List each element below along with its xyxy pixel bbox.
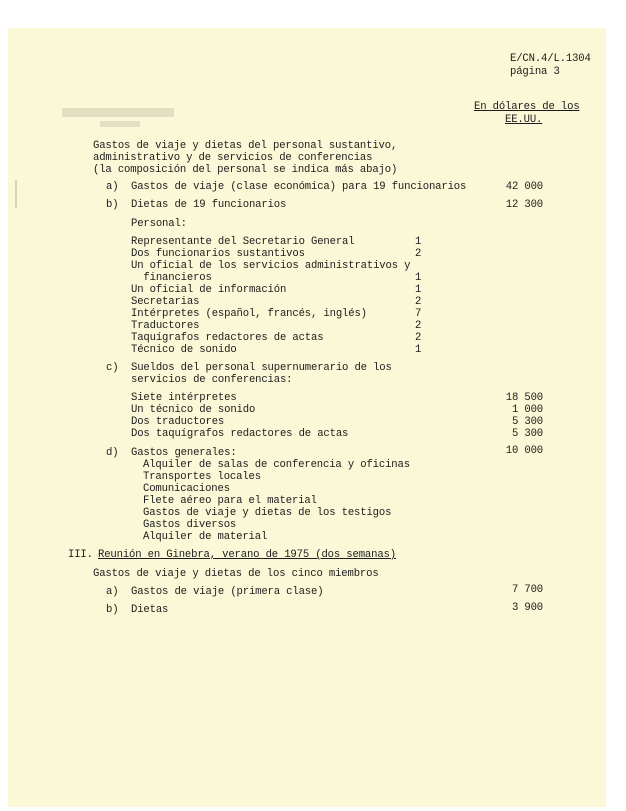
personnel-label: Secretarias — [131, 296, 200, 308]
item-label: Gastos de viaje (clase económica) para 19 funcionarios — [131, 181, 467, 193]
travel-intro-line: Gastos de viaje y dietas del personal sustantivo, — [93, 140, 398, 152]
item-marker: a) — [106, 181, 119, 193]
general-expense-item: Gastos de viaje y dietas de los testigos — [143, 507, 392, 519]
binding-mark — [15, 180, 17, 208]
item-marker: d) — [106, 447, 119, 459]
section-numeral: III. — [68, 549, 93, 561]
personnel-label: Dos funcionarios sustantivos — [131, 248, 305, 260]
faded-stamp — [100, 121, 140, 127]
travel-intro-line: administrativo y de servicios de conferencias — [93, 152, 373, 164]
faded-stamp — [62, 108, 174, 117]
personnel-count: 1 — [415, 344, 422, 356]
page-number: página 3 — [510, 66, 560, 78]
personnel-label: Técnico de sonido — [131, 344, 237, 356]
supernumerary-amount: 5 300 — [511, 416, 543, 428]
item-amount: 12 300 — [505, 199, 543, 211]
supernumerary-amount: 5 300 — [511, 428, 543, 440]
general-expense-item: Flete aéreo para el material — [143, 495, 317, 507]
personnel-count: 1 — [415, 272, 422, 284]
item-amount: 7 700 — [511, 584, 543, 596]
general-expenses-heading: Gastos generales: — [131, 447, 237, 459]
personnel-label: Un oficial de información — [131, 284, 287, 296]
supernumerary-heading: servicios de conferencias: — [131, 374, 293, 386]
personnel-count: 7 — [415, 308, 422, 320]
personnel-label: Traductores — [131, 320, 200, 332]
supernumerary-amount: 18 500 — [505, 392, 543, 404]
section-title: Reunión en Ginebra, verano de 1975 (dos semanas) — [98, 549, 396, 561]
column-heading-line1: En dólares de los — [474, 101, 580, 113]
general-expense-item: Comunicaciones — [143, 483, 230, 495]
general-expenses-amount: 10 000 — [505, 445, 543, 457]
personnel-count: 1 — [415, 284, 422, 296]
personnel-count: 2 — [415, 320, 422, 332]
item-label: Dietas — [131, 604, 169, 616]
general-expense-item: Alquiler de salas de conferencia y oficinas — [143, 459, 410, 471]
general-expense-item: Alquiler de material — [143, 531, 268, 543]
travel-intro-line: (la composición del personal se indica más abajo) — [93, 164, 398, 176]
supernumerary-heading: Sueldos del personal supernumerario de los — [131, 362, 392, 374]
personnel-label: Taquígrafos redactores de actas — [131, 332, 324, 344]
item-marker: c) — [106, 362, 119, 374]
item-marker: b) — [106, 604, 119, 616]
item-label: Dietas de 19 funcionarios — [131, 199, 287, 211]
supernumerary-label: Dos taquígrafos redactores de actas — [131, 428, 349, 440]
column-heading-line2: EE.UU. — [505, 114, 543, 126]
supernumerary-amount: 1 000 — [511, 404, 543, 416]
personnel-heading: Personal: — [131, 218, 187, 230]
item-label: Gastos de viaje (primera clase) — [131, 586, 324, 598]
item-marker: b) — [106, 199, 119, 211]
personnel-count: 1 — [415, 236, 422, 248]
personnel-count: 2 — [415, 248, 422, 260]
supernumerary-label: Un técnico de sonido — [131, 404, 256, 416]
item-amount: 42 000 — [505, 181, 543, 193]
personnel-label: Intérpretes (español, francés, inglés) — [131, 308, 367, 320]
item-marker: a) — [106, 586, 119, 598]
personnel-label: Representante del Secretario General — [131, 236, 355, 248]
document-symbol: E/CN.4/L.1304 — [510, 53, 591, 65]
supernumerary-label: Siete intérpretes — [131, 392, 237, 404]
general-expense-item: Gastos diversos — [143, 519, 237, 531]
supernumerary-label: Dos traductores — [131, 416, 225, 428]
general-expense-item: Transportes locales — [143, 471, 261, 483]
personnel-label: financieros — [131, 272, 212, 284]
section-subtitle: Gastos de viaje y dietas de los cinco miembros — [93, 568, 379, 580]
item-amount: 3 900 — [511, 602, 543, 614]
personnel-count: 2 — [415, 296, 422, 308]
personnel-label: Un oficial de los servicios administrativos y — [131, 260, 411, 272]
personnel-count: 2 — [415, 332, 422, 344]
